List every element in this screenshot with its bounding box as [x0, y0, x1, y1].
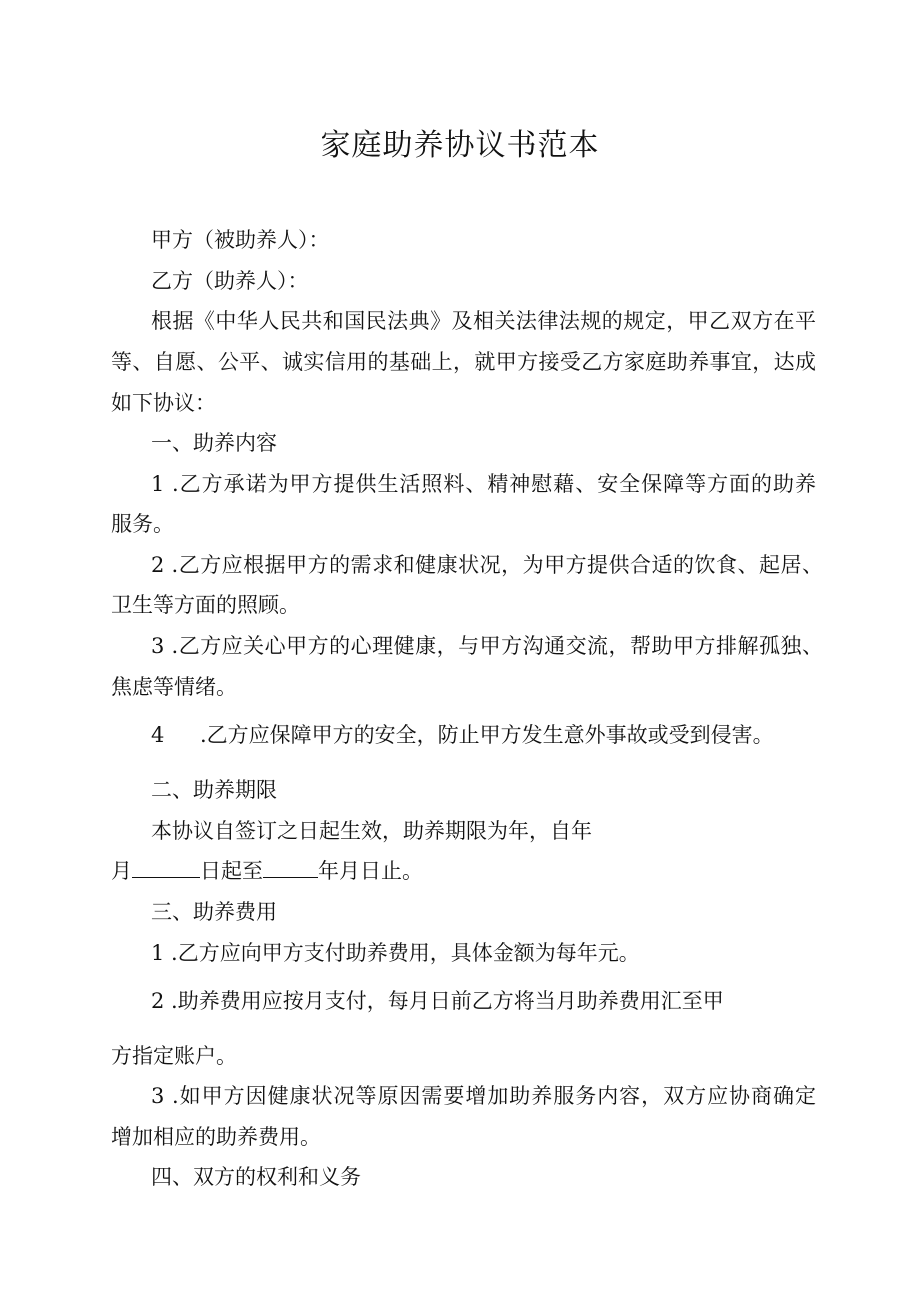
party-a-line: 甲方（被助养人）： [151, 228, 330, 252]
document-title: 家庭助养协议书范本 [320, 128, 600, 163]
section-1-item-4-number: 4 [151, 723, 165, 747]
section-1-item-4-text: .乙方应保障甲方的安全，防止甲方发生意外事故或受到侵害。 [200, 723, 774, 747]
section-2-line-1: 本协议自签订之日起生效，助养期限为年，自年 [151, 819, 592, 843]
section-3-heading: 三、助养费用 [151, 900, 277, 924]
to-year-blank[interactable] [263, 857, 318, 878]
section-1-item-3-line-2: 焦虑等情绪。 [111, 675, 237, 699]
preamble-line-3: 如下协议： [111, 391, 216, 415]
party-b-line: 乙方（助养人）： [151, 269, 309, 293]
section-1-item-2-line-2: 卫生等方面的照顾。 [111, 593, 300, 617]
section-3-item-3-line-2: 增加相应的助养费用。 [111, 1125, 321, 1149]
section-3-item-3-line-1: 3 .如甲方因健康状况等原因需要增加助养服务内容，双方应协商确定 [151, 1084, 816, 1108]
section-3-item-2-cont: 方指定账户。 [111, 1044, 237, 1068]
section-2-end-text: 年月日止。 [318, 859, 423, 883]
preamble-line-2: 等、自愿、公平、诚实信用的基础上，就甲方接受乙方家庭助养事宜，达成 [111, 350, 816, 374]
section-1-item-1-line-2: 服务。 [111, 512, 174, 536]
section-1-item-2-line-1: 2 .乙方应根据甲方的需求和健康状况，为甲方提供合适的饮食、起居、 [151, 553, 823, 577]
section-2-from-text: 日起至 [200, 859, 263, 883]
section-1-item-1-line-1: 1 .乙方承诺为甲方提供生活照料、精神慰藉、安全保障等方面的助养 [151, 472, 816, 496]
section-1-item-3-line-1: 3 .乙方应关心甲方的心理健康，与甲方沟通交流，帮助甲方排解孤独、 [151, 634, 823, 658]
section-4-heading: 四、双方的权利和义务 [151, 1165, 361, 1189]
preamble-line-1: 根据《中华人民共和国民法典》及相关法律法规的规定，甲乙双方在平 [151, 309, 816, 333]
section-2-line-2 [111, 856, 423, 886]
day-blank[interactable] [132, 857, 200, 878]
section-2-month-text: 月 [111, 859, 132, 883]
section-1-heading: 一、助养内容 [151, 431, 277, 455]
section-3-item-2: 2 .助养费用应按月支付，每月日前乙方将当月助养费用汇至甲 [151, 989, 724, 1013]
section-2-heading: 二、助养期限 [151, 778, 277, 802]
section-3-item-1: 1 .乙方应向甲方支付助养费用，具体金额为每年元。 [151, 941, 640, 965]
